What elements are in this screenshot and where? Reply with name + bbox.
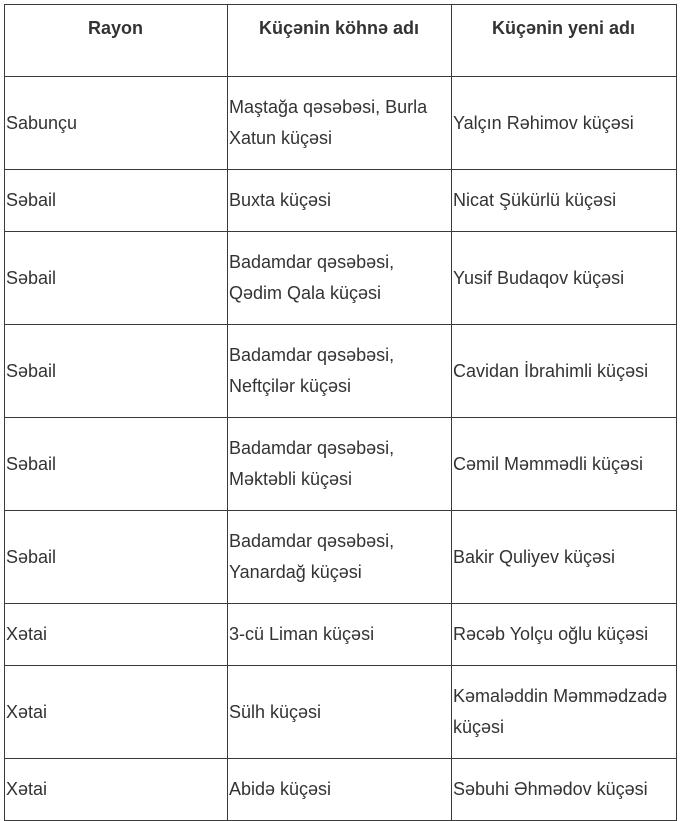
cell-old-name: Badamdar qəsəbəsi, Qədim Qala küçəsi [228,232,452,325]
cell-district: Səbail [5,170,228,232]
header-district: Rayon [5,5,228,77]
cell-new-name: Yusif Budaqov küçəsi [452,232,677,325]
cell-old-name: Maştağa qəsəbəsi, Burla Xatun küçəsi [228,77,452,170]
cell-new-name: Yalçın Rəhimov küçəsi [452,77,677,170]
table-row [5,418,677,511]
cell-new-name: Cavidan İbrahimli küçəsi [452,325,677,418]
cell-new-name: Səbuhi Əhmədov küçəsi [452,759,677,821]
cell-old-name: Badamdar qəsəbəsi, Neftçilər küçəsi [228,325,452,418]
cell-district: Səbail [5,232,228,325]
cell-old-name: Abidə küçəsi [228,759,452,821]
cell-new-name: Kəmaləddin Məmmədzadə küçəsi [452,666,677,759]
table-row [5,511,677,604]
cell-district: Səbail [5,325,228,418]
street-renaming-table [4,4,677,821]
cell-district: Xətai [5,604,228,666]
cell-district: Səbail [5,511,228,604]
table-row [5,759,677,821]
cell-old-name: Sülh küçəsi [228,666,452,759]
cell-district: Xətai [5,759,228,821]
table-row [5,325,677,418]
cell-new-name: Rəcəb Yolçu oğlu küçəsi [452,604,677,666]
header-old-name: Küçənin köhnə adı [228,5,452,77]
cell-new-name: Bakir Quliyev küçəsi [452,511,677,604]
cell-new-name: Nicat Şükürlü küçəsi [452,170,677,232]
table-row [5,232,677,325]
cell-old-name: Badamdar qəsəbəsi, Yanardağ küçəsi [228,511,452,604]
table-header-row [5,5,677,77]
cell-old-name: Buxta küçəsi [228,170,452,232]
header-new-name: Küçənin yeni adı [452,5,677,77]
table-row [5,666,677,759]
table-row [5,170,677,232]
cell-old-name: 3-cü Liman küçəsi [228,604,452,666]
table-row [5,604,677,666]
cell-district: Səbail [5,418,228,511]
cell-district: Sabunçu [5,77,228,170]
cell-new-name: Cəmil Məmmədli küçəsi [452,418,677,511]
cell-district: Xətai [5,666,228,759]
table-row [5,77,677,170]
cell-old-name: Badamdar qəsəbəsi, Məktəbli küçəsi [228,418,452,511]
